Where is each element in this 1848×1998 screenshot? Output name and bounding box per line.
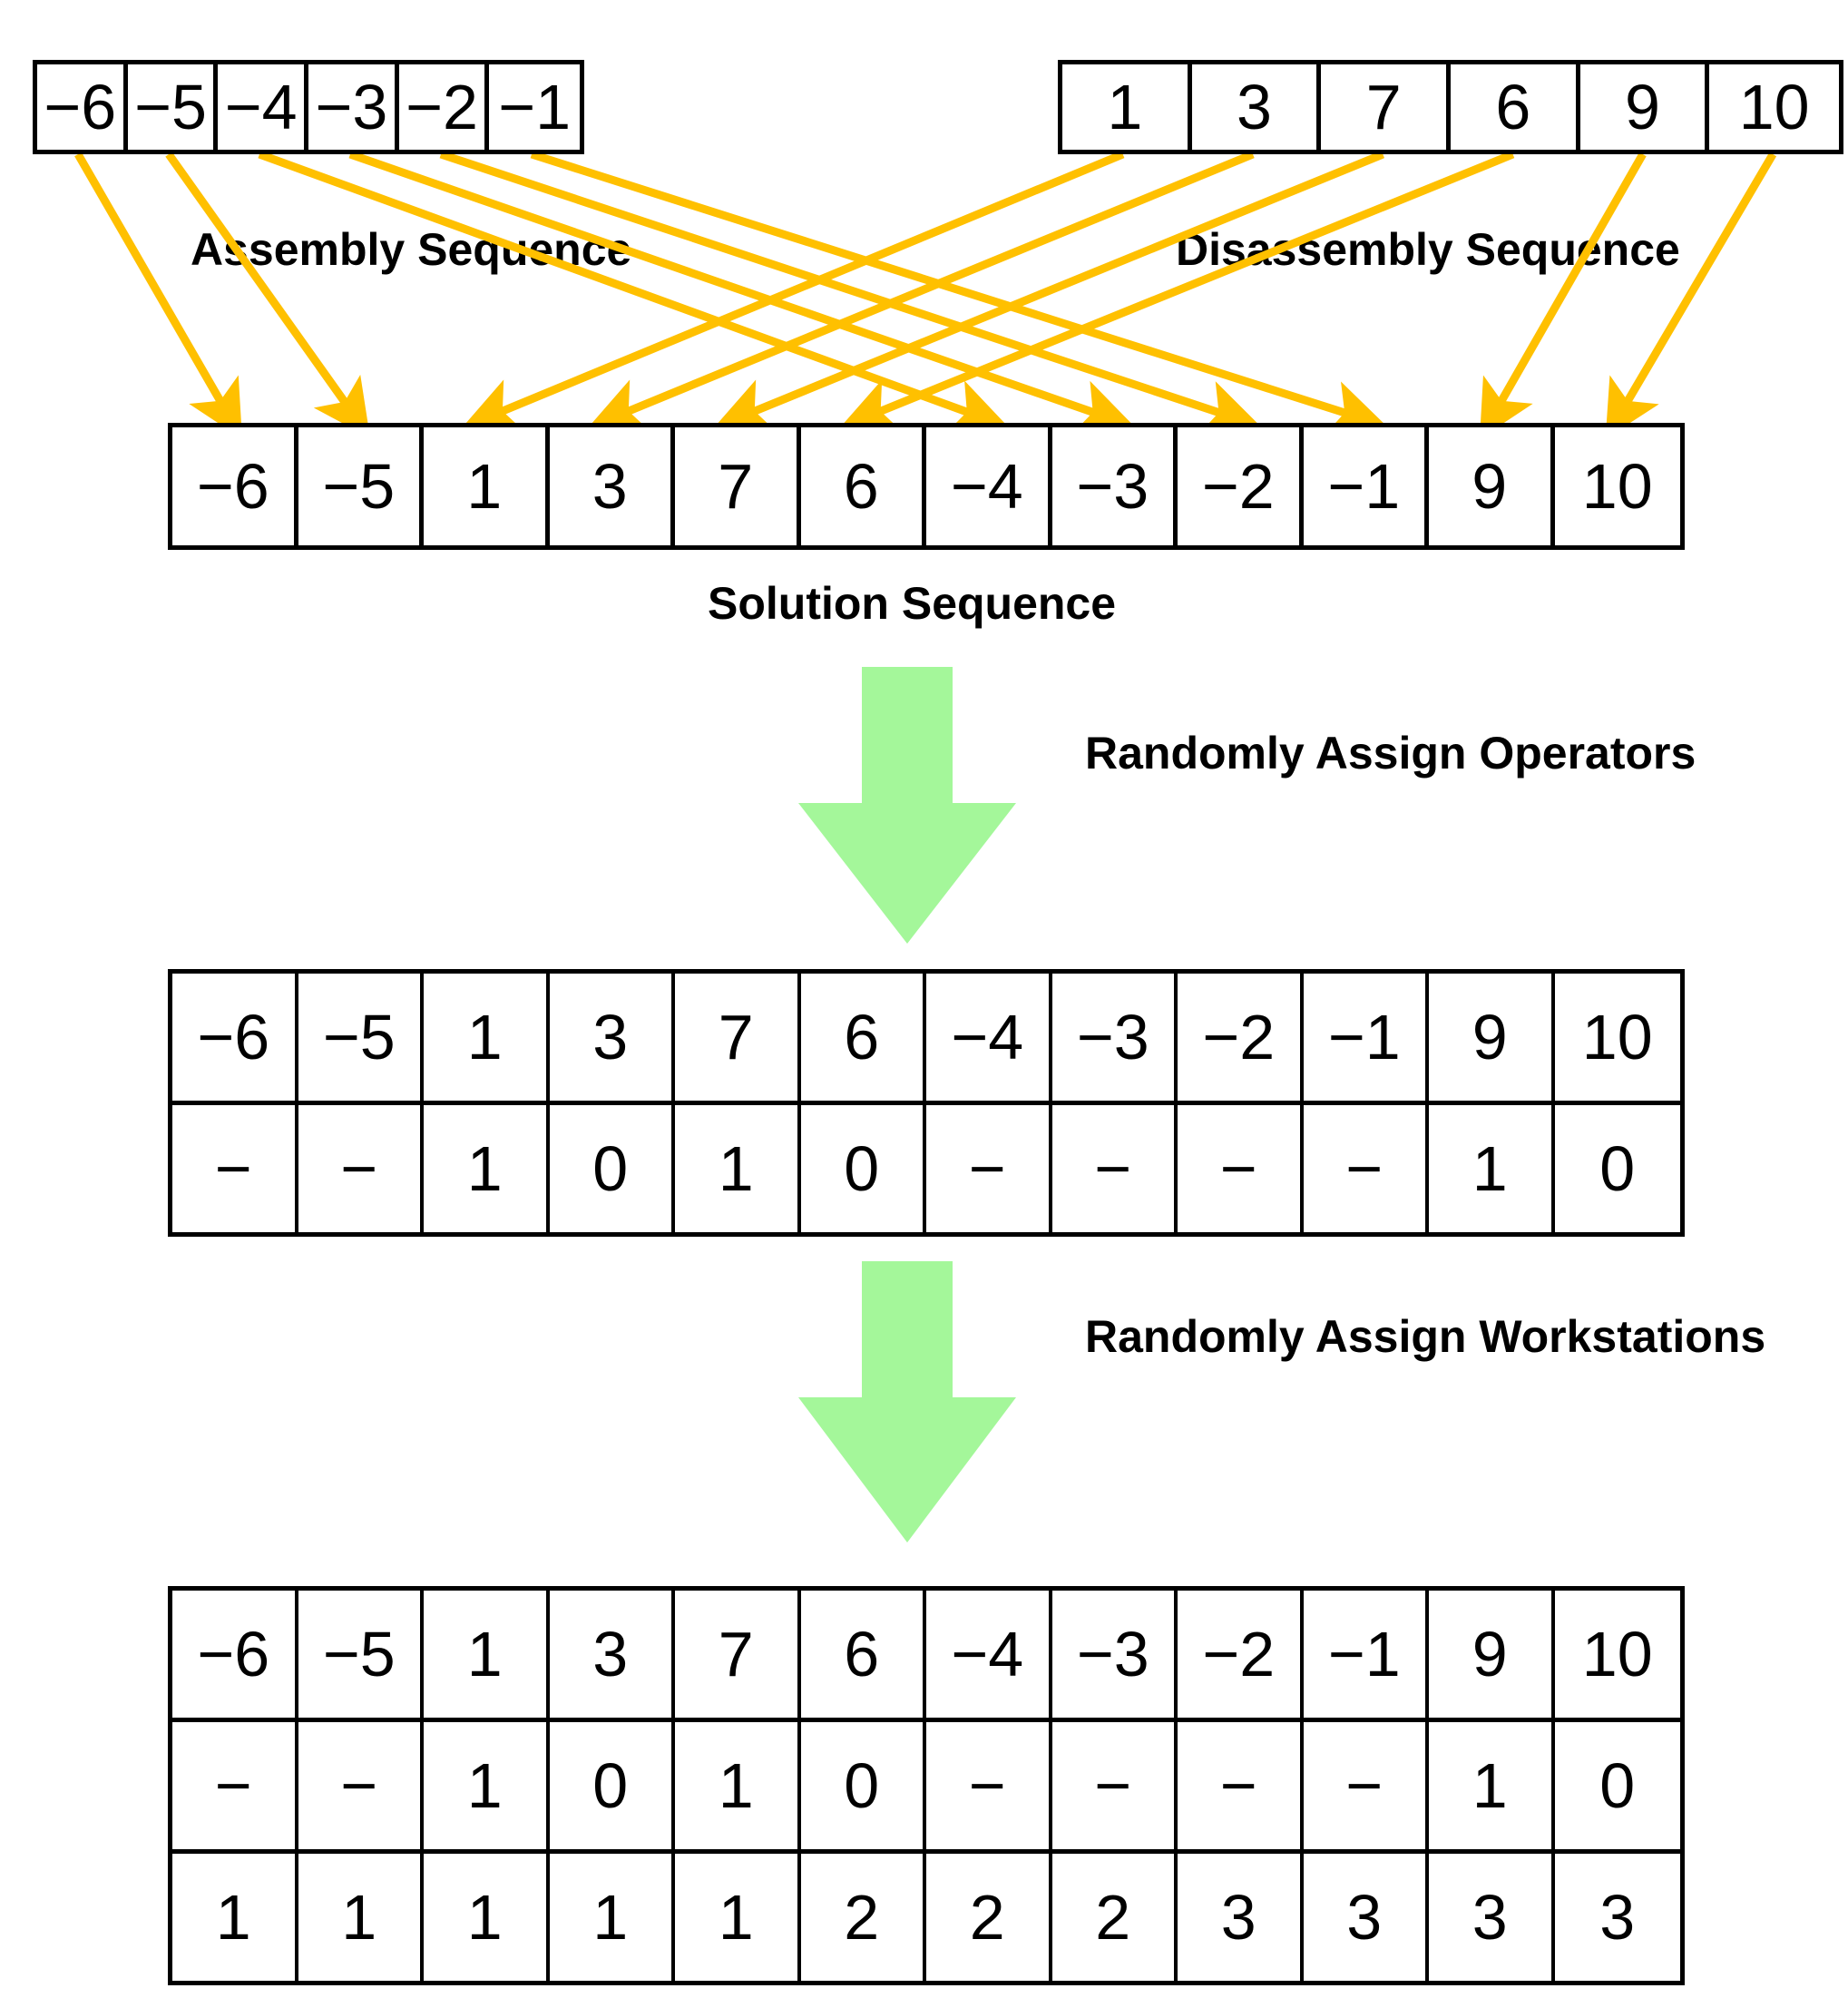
task-row-cell-5: 6 <box>801 974 927 1101</box>
workstation-row-cell-5: 2 <box>801 1854 927 1981</box>
operator-row-cell-6: − <box>926 1722 1052 1849</box>
workstation-row-cell-7: 2 <box>1052 1854 1178 1981</box>
task-row-cell-1: −5 <box>298 974 425 1101</box>
operator-row-cell-9: − <box>1304 1722 1430 1849</box>
workstation-row-cell-2: 1 <box>424 1854 550 1981</box>
solution-sequence-cell-2: 1 <box>424 427 550 545</box>
mapping-arrow-−3-to-pos8 <box>350 154 1113 419</box>
operator-row-cell-3: 0 <box>550 1105 676 1232</box>
task-row-cell-2: 1 <box>424 974 550 1101</box>
solution-sequence-cell-0: −6 <box>172 427 298 545</box>
operator-row-cell-5: 0 <box>801 1722 927 1849</box>
mapping-arrow-−5-to-pos2 <box>169 154 357 419</box>
solution-sequence-cell-10: 9 <box>1429 427 1555 545</box>
workstation-row-cell-3: 1 <box>550 1854 676 1981</box>
operator-assignment-table-task-row <box>172 974 1680 1105</box>
task-row-cell-8: −2 <box>1178 974 1304 1101</box>
operator-row-cell-4: 1 <box>675 1722 801 1849</box>
workstation-row-cell-4: 1 <box>675 1854 801 1981</box>
operator-row-cell-10: 1 <box>1429 1722 1555 1849</box>
assembly-sequence-cell-5: −1 <box>489 64 580 150</box>
task-row-cell-4: 7 <box>675 974 801 1101</box>
workstation-row-cell-1: 1 <box>298 1854 425 1981</box>
assign-workstations-label: Randomly Assign Workstations <box>1085 1311 1766 1362</box>
workstation-assignment-table <box>168 1586 1685 1985</box>
disassembly-sequence-cell-2: 7 <box>1321 64 1451 150</box>
task-row-cell-3: 3 <box>550 974 676 1101</box>
task-row-cell-6: −4 <box>926 974 1052 1101</box>
mapping-arrow-7-to-pos5 <box>735 154 1383 419</box>
disassembly-sequence-cell-1: 3 <box>1192 64 1322 150</box>
assign-workstations-block-arrow <box>798 1261 1016 1543</box>
operator-assignment-table-operator-row <box>172 1105 1680 1232</box>
disassembly-sequence-cell-4: 9 <box>1580 64 1710 150</box>
solution-sequence-cell-1: −5 <box>298 427 425 545</box>
task-row-cell-10: 9 <box>1429 974 1555 1101</box>
task-row-cell-4: 7 <box>675 1591 801 1718</box>
assembly-connector-arrows <box>78 154 1365 419</box>
task-row-cell-8: −2 <box>1178 1591 1304 1718</box>
assembly-sequence-cell-0: −6 <box>37 64 128 150</box>
operator-row-cell-7: − <box>1052 1722 1178 1849</box>
disassembly-sequence-cell-3: 6 <box>1451 64 1580 150</box>
operator-row-cell-9: − <box>1304 1105 1430 1232</box>
assembly-sequence-cell-4: −2 <box>399 64 490 150</box>
mapping-arrow-6-to-pos6 <box>861 154 1513 419</box>
workstation-assignment-table-task-row <box>172 1591 1680 1722</box>
task-row-cell-2: 1 <box>424 1591 550 1718</box>
task-row-cell-10: 9 <box>1429 1591 1555 1718</box>
assembly-sequence-cell-3: −3 <box>308 64 399 150</box>
solution-sequence-label: Solution Sequence <box>708 578 1117 629</box>
assign-operators-label: Randomly Assign Operators <box>1085 728 1696 779</box>
operator-row-cell-2: 1 <box>424 1105 550 1232</box>
operator-row-cell-11: 0 <box>1599 1750 1636 1821</box>
operator-row-cell-10: 1 <box>1429 1105 1555 1232</box>
solution-sequence-cell-9: −1 <box>1304 427 1430 545</box>
workstation-assignment-table-operator-row <box>172 1722 1680 1854</box>
workstation-row-cell-11: 3 <box>1599 1882 1636 1953</box>
task-row-cell-3: 3 <box>550 1591 676 1718</box>
assembly-sequence-cell-1: −5 <box>128 64 219 150</box>
solution-sequence-cell-4: 7 <box>675 427 801 545</box>
disassembly-sequence-box <box>1058 60 1843 154</box>
operator-row-cell-4: 1 <box>675 1105 801 1232</box>
operator-row-cell-3: 0 <box>550 1722 676 1849</box>
operator-assignment-table <box>168 969 1685 1237</box>
disassembly-connector-arrows <box>483 154 1773 419</box>
solution-sequence-cell-3: 3 <box>550 427 676 545</box>
task-row-cell-6: −4 <box>926 1591 1052 1718</box>
assembly-sequence-cell-2: −4 <box>218 64 308 150</box>
operator-row-cell-6: − <box>926 1105 1052 1232</box>
disassembly-sequence-cell-0: 1 <box>1062 64 1192 150</box>
workstation-row-cell-9: 3 <box>1304 1854 1430 1981</box>
operator-row-cell-2: 1 <box>424 1722 550 1849</box>
task-row-cell-9: −1 <box>1304 1591 1430 1718</box>
solution-sequence-cell-7: −3 <box>1052 427 1178 545</box>
workstation-row-cell-8: 3 <box>1178 1854 1304 1981</box>
mapping-arrow-1-to-pos3 <box>483 154 1122 419</box>
mapping-arrow-−1-to-pos10 <box>532 154 1365 419</box>
assign-operators-block-arrow <box>798 667 1016 944</box>
mapping-arrow-−2-to-pos9 <box>441 154 1239 419</box>
task-row-cell-9: −1 <box>1304 974 1430 1101</box>
solution-sequence-cell-8: −2 <box>1178 427 1304 545</box>
assembly-sequence-box <box>33 60 584 154</box>
workstation-row-cell-0: 1 <box>172 1854 298 1981</box>
solution-sequence-cell-11: 10 <box>1555 427 1680 545</box>
task-row-cell-7: −3 <box>1052 974 1178 1101</box>
mapping-arrow-10-to-pos12 <box>1617 154 1773 419</box>
solution-sequence-cell-5: 6 <box>801 427 927 545</box>
disassembly-sequence-cell-5: 10 <box>1709 64 1839 150</box>
operator-row-cell-7: − <box>1052 1105 1178 1232</box>
operator-row-cell-0: − <box>172 1105 298 1232</box>
mapping-arrow-9-to-pos11 <box>1491 154 1643 419</box>
solution-sequence-box <box>168 423 1685 550</box>
workstation-row-cell-6: 2 <box>926 1854 1052 1981</box>
workstation-assignment-table-workstation-row <box>172 1854 1680 1981</box>
operator-row-cell-11: 0 <box>1599 1133 1636 1204</box>
operator-row-cell-8: − <box>1178 1722 1304 1849</box>
assembly-sequence-label: Assembly Sequence <box>191 224 632 275</box>
mapping-arrow-−6-to-pos1 <box>78 154 230 419</box>
disassembly-sequence-label: Disassembly Sequence <box>1176 224 1680 275</box>
operator-row-cell-1: − <box>298 1722 425 1849</box>
task-row-cell-7: −3 <box>1052 1591 1178 1718</box>
operator-row-cell-0: − <box>172 1722 298 1849</box>
task-row-cell-5: 6 <box>801 1591 927 1718</box>
task-row-cell-1: −5 <box>298 1591 425 1718</box>
operator-row-cell-8: − <box>1178 1105 1304 1232</box>
task-row-cell-0: −6 <box>172 1591 298 1718</box>
mapping-arrow-3-to-pos4 <box>609 154 1253 419</box>
task-row-cell-11: 10 <box>1581 1619 1653 1689</box>
solution-sequence-cell-6: −4 <box>926 427 1052 545</box>
task-row-cell-11: 10 <box>1581 1002 1653 1072</box>
workstation-row-cell-10: 3 <box>1429 1854 1555 1981</box>
mapping-arrow-−4-to-pos7 <box>259 154 987 419</box>
task-row-cell-0: −6 <box>172 974 298 1101</box>
operator-row-cell-1: − <box>298 1105 425 1232</box>
operator-row-cell-5: 0 <box>801 1105 927 1232</box>
